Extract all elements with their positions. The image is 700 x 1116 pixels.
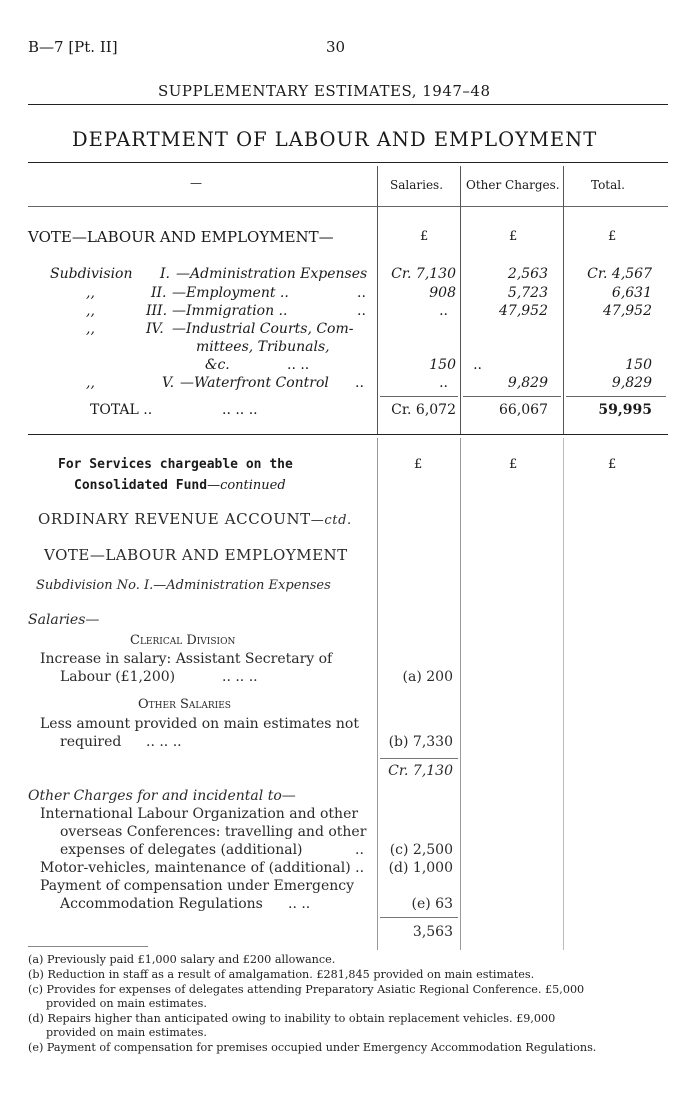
row-iv-dots: .. .. [287, 357, 310, 373]
detail-rule-1 [377, 438, 378, 950]
row-v-ditto: ,, [86, 375, 95, 391]
row-iii-ditto: ,, [86, 303, 95, 319]
currency-total: £ [608, 229, 617, 244]
comp-line1: Payment of compensation under Emergency [40, 878, 355, 894]
header-rule [28, 104, 668, 105]
increase-line2: Labour (£1,200) [60, 669, 176, 685]
row-v-total: 9,829 [611, 375, 652, 391]
ilo-line2: overseas Conferences: travelling and other [60, 824, 367, 840]
total-label: TOTAL .. [90, 402, 153, 418]
ilo-line3: expenses of delegates (additional) [60, 842, 303, 858]
row-iv-other: .. [473, 357, 482, 373]
section-reference: B—7 [Pt. II] [28, 38, 118, 56]
ilo-dots: .. [355, 842, 364, 858]
subdivision-word: Subdivision [50, 266, 133, 282]
row-v-dots: .. [355, 375, 364, 391]
total-rule-total [566, 396, 666, 397]
row-iii-other: 47,952 [499, 303, 548, 319]
currency-other: £ [509, 229, 518, 244]
detail-currency-salaries: £ [414, 457, 423, 472]
footnote-c-cont: provided on main estimates. [46, 997, 207, 1010]
row-ii-label: —Employment .. [172, 285, 289, 301]
comp-value: (e) 63 [411, 896, 453, 912]
footnote-d-cont: provided on main estimates. [46, 1026, 207, 1039]
footnote-b: (b) Reduction in staff as a result of amalgamation. £281,845 provided on main estimates. [28, 968, 535, 981]
summary-bottom-rule [28, 434, 668, 435]
vote-title: VOTE—LABOUR AND EMPLOYMENT— [28, 228, 334, 246]
footnote-d: (d) Repairs higher than anticipated owing to inability to obtain replacement vehicles. £9,000 [28, 1012, 556, 1025]
total-total: 59,995 [598, 402, 652, 418]
detail-subdivision: Subdivision No. I.—Administration Expenses [36, 578, 331, 593]
subtotal-value: 3,563 [412, 924, 453, 940]
clerical-division-heading: Clerical Division [130, 633, 236, 648]
consolidated-fund-label: Consolidated Fund [74, 478, 208, 493]
row-ii-ditto: ,, [86, 285, 95, 301]
account-heading [38, 510, 352, 528]
row-iii-label: —Immigration .. [172, 303, 288, 319]
total-dots: .. .. .. [222, 402, 258, 418]
column-header-blank: — [190, 176, 202, 190]
motor-line: Motor-vehicles, maintenance of (additional) .. [40, 860, 365, 876]
other-salaries-heading: Other Salaries [138, 697, 231, 712]
detail-currency-total: £ [608, 457, 617, 472]
row-iv-label: —Industrial Courts, Com- [172, 321, 354, 337]
column-header-salaries: Salaries. [390, 178, 444, 192]
comp-dots: .. .. [288, 896, 311, 912]
continued-label: —continued [207, 478, 286, 493]
footnote-a: (a) Previously paid £1,000 salary and £200 allowance. [28, 953, 336, 966]
detail-currency-other: £ [509, 457, 518, 472]
row-iii-number: III. [146, 303, 168, 319]
ilo-value: (c) 2,500 [389, 842, 453, 858]
less-dots: .. .. .. [146, 734, 182, 750]
column-rule-1 [377, 166, 378, 434]
detail-rule-3 [563, 438, 564, 950]
total-salaries: Cr. 6,072 [391, 402, 456, 418]
row-ii-salaries: 908 [429, 285, 456, 301]
row-ii-total: 6,631 [611, 285, 652, 301]
column-header-other-charges: Other Charges. [466, 178, 560, 192]
other-charges-heading: Other Charges for and incidental to— [28, 788, 296, 804]
row-iv-number: IV. [146, 321, 164, 337]
footnote-e: (e) Payment of compensation for premises occupied under Emergency Accommodation Regulations. [28, 1041, 597, 1054]
row-v-number: V. [162, 375, 175, 391]
row-i-other: 2,563 [507, 266, 548, 282]
row-i-salaries: Cr. 7,130 [391, 266, 456, 282]
total-other: 66,067 [499, 402, 548, 418]
less-value: (b) 7,330 [388, 734, 453, 750]
currency-salaries: £ [420, 229, 429, 244]
column-header-total: Total. [591, 178, 625, 192]
footnote-rule [28, 946, 148, 947]
total-rule-salaries [380, 396, 458, 397]
row-iv-salaries: 150 [429, 357, 456, 373]
row-v-label: —Waterfront Control [180, 375, 329, 391]
increase-dots: .. .. .. [222, 669, 258, 685]
less-line2: required [60, 734, 122, 750]
detail-heading-line1: For Services chargeable on the [58, 457, 293, 472]
row-i-label: —Administration Expenses [176, 266, 368, 282]
row-iv-label-line2: mittees, Tribunals, [196, 339, 330, 355]
detail-vote-title: VOTE—LABOUR AND EMPLOYMENT [44, 546, 348, 564]
footnote-c: (c) Provides for expenses of delegates attending Preparatory Asiatic Regional Conference. £5,000 [28, 983, 585, 996]
column-header-rule [28, 206, 668, 207]
increase-value: (a) 200 [402, 669, 453, 685]
total-rule-other [463, 396, 561, 397]
account-label: ORDINARY REVENUE ACCOUNT [38, 510, 311, 528]
column-rule-2 [460, 166, 461, 434]
department-title: DEPARTMENT OF LABOUR AND EMPLOYMENT [72, 128, 598, 151]
row-iii-dots: .. [357, 303, 366, 319]
row-ii-dots: .. [357, 285, 366, 301]
row-i-total: Cr. 4,567 [587, 266, 652, 282]
row-iv-label-line3: &c. [205, 357, 230, 373]
cr-value: Cr. 7,130 [388, 763, 453, 779]
row-v-other: 9,829 [507, 375, 548, 391]
row-ii-other: 5,723 [507, 285, 548, 301]
row-v-salaries: .. [439, 375, 448, 391]
running-title: SUPPLEMENTARY ESTIMATES, 1947–48 [158, 82, 491, 100]
account-ctd: —ctd. [310, 513, 352, 528]
detail-heading-line2 [74, 474, 286, 493]
row-iv-ditto: ,, [86, 321, 95, 337]
row-iv-total: 150 [625, 357, 652, 373]
subtotal-rule [380, 917, 458, 918]
comp-line2: Accommodation Regulations [60, 896, 263, 912]
row-iii-total: 47,952 [603, 303, 652, 319]
row-iii-salaries: .. [439, 303, 448, 319]
less-line1: Less amount provided on main estimates not [40, 716, 359, 732]
detail-rule-2 [460, 438, 461, 950]
row-i-number: I. [160, 266, 170, 282]
page-number: 30 [326, 38, 346, 56]
row-ii-number: II. [151, 285, 167, 301]
table-top-rule [28, 162, 668, 163]
increase-line1: Increase in salary: Assistant Secretary of [40, 651, 333, 667]
salaries-heading: Salaries— [28, 612, 100, 628]
cr-rule [380, 758, 458, 759]
motor-value: (d) 1,000 [388, 860, 453, 876]
ilo-line1: International Labour Organization and other [40, 806, 359, 822]
column-rule-3 [563, 166, 564, 434]
